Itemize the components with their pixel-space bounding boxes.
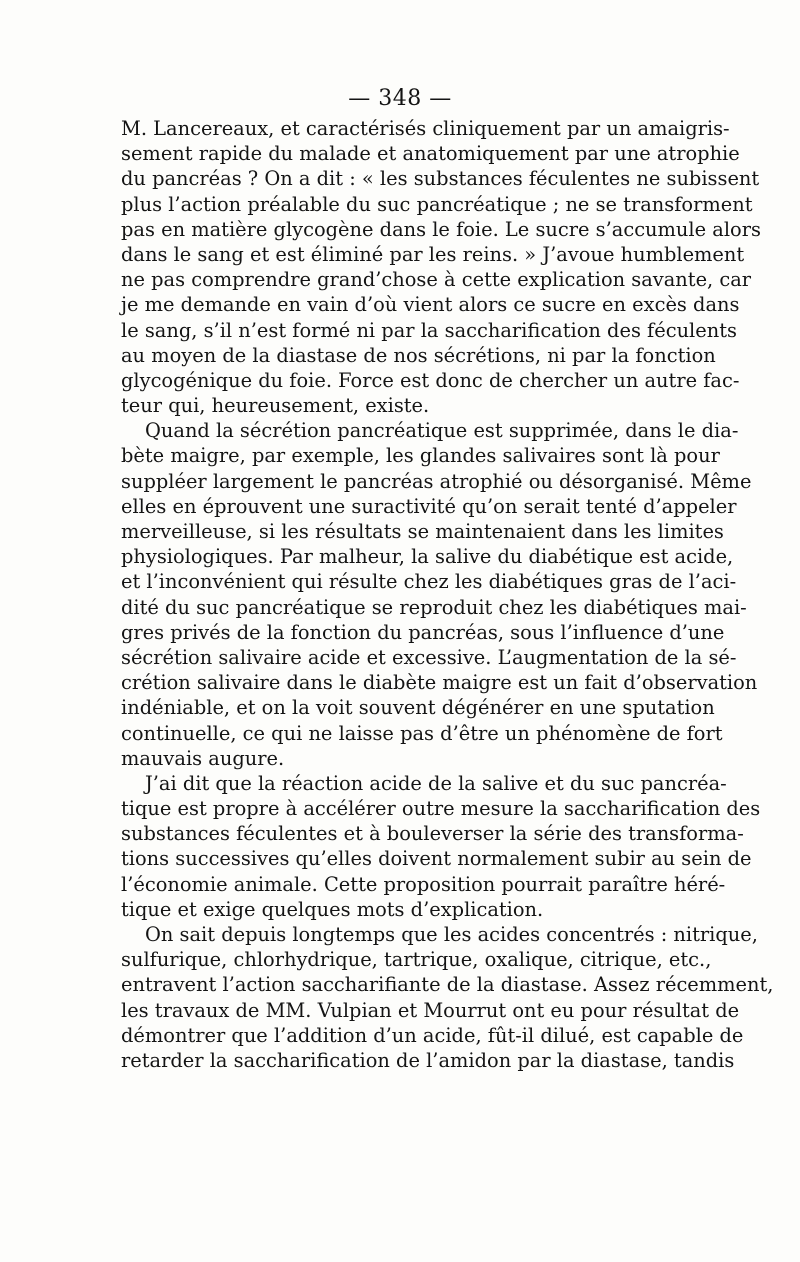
- text-line: les travaux de MM. Vulpian et Mourrut ont eu pour résultat de: [121, 998, 740, 1022]
- text-line: le sang, s’il n’est formé ni par la saccharification des féculents: [121, 318, 737, 342]
- text-line: au moyen de la diastase de nos sécrétions, ni par la fonction: [121, 343, 716, 367]
- text-line: crétion salivaire dans le diabète maigre est un fait d’observation: [121, 671, 758, 695]
- text-line: ne pas comprendre grand’chose à cette explication savante, car: [121, 268, 752, 292]
- text-line: dité du suc pancréatique se reproduit chez les diabétiques mai-: [121, 595, 747, 619]
- text-line: mauvais augure.: [121, 746, 285, 770]
- text-line: dans le sang et est éliminé par les reins. » J’avoue humblement: [121, 242, 745, 266]
- text-line: Quand la sécrétion pancréatique est supprimée, dans le dia-: [145, 419, 739, 443]
- text-line: M. Lancereaux, et caractérisés cliniquement par un amaigris-: [121, 117, 730, 140]
- text-line: sulfurique, chlorhydrique, tartrique, oxalique, citrique, etc.,: [121, 948, 712, 972]
- text-line: sécrétion salivaire acide et excessive. L’augmentation de la sé-: [121, 645, 737, 669]
- text-line: physiologiques. Par malheur, la salive du diabétique est acide,: [121, 545, 734, 569]
- text-line: entravent l’action saccharifiante de la diastase. Assez récemment,: [121, 973, 774, 997]
- body-text: [121, 116, 774, 1073]
- text-line: glycogénique du foie. Force est donc de chercher un autre fac-: [121, 368, 740, 392]
- text-line: du pancréas ? On a dit : « les substances féculentes ne subissent: [121, 167, 760, 191]
- text-line: tique est propre à accélérer outre mesure la saccharification des: [121, 797, 761, 821]
- text-line: teur qui, heureusement, existe.: [121, 394, 430, 418]
- text-line: indéniable, et on la voit souvent dégénérer en une sputation: [121, 696, 715, 720]
- text-line: et l’inconvénient qui résulte chez les diabétiques gras de l’aci-: [121, 570, 737, 594]
- text-line: sement rapide du malade et anatomiquement par une atrophie: [121, 142, 740, 166]
- text-line: tions successives qu’elles doivent normalement subir au sein de: [121, 847, 752, 871]
- text-line: pas en matière glycogène dans le foie. Le sucre s’accumule alors: [121, 217, 761, 241]
- text-line: je me demande en vain d’où vient alors ce sucre en excès dans: [121, 293, 740, 317]
- text-line: l’économie animale. Cette proposition pourrait paraître héré-: [121, 872, 726, 896]
- text-line: gres privés de la fonction du pancréas, sous l’influence d’une: [121, 620, 725, 644]
- text-line: tique et exige quelques mots d’explication.: [121, 897, 544, 921]
- text-line: retarder la saccharification de l’amidon par la diastase, tandis: [121, 1048, 735, 1072]
- text-line: On sait depuis longtemps que les acides concentrés : nitrique,: [145, 923, 758, 946]
- text-line: plus l’action préalable du suc pancréatique ; ne se transforment: [121, 192, 753, 216]
- text-line: substances féculentes et à bouleverser la série des transforma-: [121, 822, 744, 846]
- text-line: elles en éprouvent une suractivité qu’on serait tenté d’appeler: [121, 494, 737, 518]
- text-line: démontrer que l’addition d’un acide, fût-il dilué, est capable de: [121, 1023, 744, 1047]
- text-line: bète maigre, par exemple, les glandes salivaires sont là pour: [121, 444, 720, 468]
- text-line: continuelle, ce qui ne laisse pas d’être un phénomène de fort: [121, 721, 723, 745]
- text-line: merveilleuse, si les résultats se maintenaient dans les limites: [121, 520, 724, 543]
- text-line: J’ai dit que la réaction acide de la salive et du suc pancréa-: [145, 771, 727, 795]
- text-line: suppléer largement le pancréas atrophié ou désorganisé. Même: [121, 469, 752, 493]
- page-number: — 348 —: [348, 86, 452, 111]
